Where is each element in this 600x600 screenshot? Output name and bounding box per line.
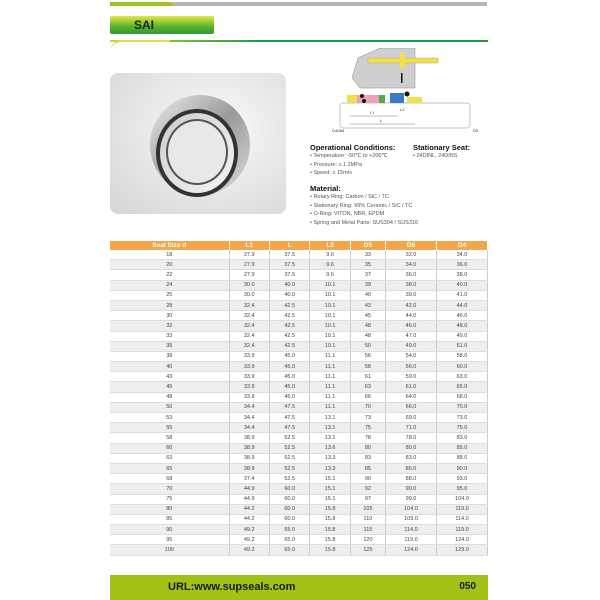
table-row — [110, 362, 488, 372]
product-photo — [110, 73, 286, 214]
table-row — [110, 514, 488, 524]
table-cell: 40.0 — [269, 280, 309, 290]
table-cell: 119.0 — [436, 504, 487, 514]
table-row — [110, 290, 488, 300]
table-cell: 47.5 — [269, 413, 309, 423]
table-cell: 49.2 — [229, 535, 269, 545]
table-cell: 40.0 — [269, 290, 309, 300]
column-header: L2 — [310, 241, 350, 250]
table-cell: 60.0 — [269, 484, 309, 494]
table-cell: 43 — [350, 300, 385, 310]
table-cell: 42.5 — [269, 341, 309, 351]
table-cell: 15.8 — [310, 514, 350, 524]
table-cell: 34.4 — [229, 423, 269, 433]
table-cell: 11.1 — [310, 382, 350, 392]
table-cell: 93.0 — [436, 474, 487, 484]
table-cell: 49.2 — [229, 545, 269, 555]
table-cell: 55 — [110, 423, 229, 433]
table-cell: 65.0 — [436, 382, 487, 392]
table-cell: 65 — [110, 463, 229, 473]
table-row — [110, 474, 488, 484]
table-cell: 27.9 — [229, 250, 269, 260]
table-cell: 44.0 — [436, 300, 487, 310]
table-cell: 32 — [110, 321, 229, 331]
table-cell: 58 — [110, 433, 229, 443]
table-cell: 38.9 — [229, 443, 269, 453]
table-cell: 78.0 — [386, 433, 437, 443]
table-cell: 52.5 — [269, 443, 309, 453]
table-cell: 92 — [350, 484, 385, 494]
table-cell: 15.8 — [310, 535, 350, 545]
table-cell: 120 — [350, 535, 385, 545]
table-cell: 10.1 — [310, 331, 350, 341]
table-cell: 39.0 — [386, 290, 437, 300]
table-cell: 10.1 — [310, 280, 350, 290]
table-cell: 42.0 — [386, 300, 437, 310]
table-row — [110, 504, 488, 514]
table-cell: 44.2 — [229, 504, 269, 514]
table-cell: 33.9 — [229, 392, 269, 402]
table-cell: 48 — [350, 331, 385, 341]
table-cell: 36.0 — [436, 260, 487, 270]
column-header: D5 — [350, 241, 385, 250]
table-cell: 11.1 — [310, 351, 350, 361]
table-cell: 15.8 — [310, 504, 350, 514]
table-cell: 52.5 — [269, 474, 309, 484]
table-row — [110, 270, 488, 280]
table-cell: 10.1 — [310, 341, 350, 351]
table-cell: 63.0 — [436, 372, 487, 382]
table-row — [110, 535, 488, 545]
table-cell: 90 — [110, 525, 229, 535]
table-cell: 124.0 — [436, 535, 487, 545]
table-cell: 70 — [110, 484, 229, 494]
table-cell: 33.9 — [229, 372, 269, 382]
table-cell: 48 — [350, 321, 385, 331]
table-cell: 85 — [350, 463, 385, 473]
table-cell: 66.0 — [386, 402, 437, 412]
table-cell: 15.1 — [310, 474, 350, 484]
table-cell: 56 — [350, 351, 385, 361]
table-cell: 11.1 — [310, 392, 350, 402]
table-cell: 63 — [350, 382, 385, 392]
table-cell: 42.5 — [269, 300, 309, 310]
table-cell: 109.0 — [386, 514, 437, 524]
column-header: L — [269, 241, 309, 250]
label-l2: L2 — [400, 107, 405, 112]
table-cell: 100 — [110, 545, 229, 555]
table-cell: 37.4 — [229, 474, 269, 484]
table-row — [110, 413, 488, 423]
table-row — [110, 453, 488, 463]
table-cell: 13.1 — [310, 433, 350, 443]
table-cell: 30 — [110, 311, 229, 321]
table-cell: 52.5 — [269, 463, 309, 473]
page-number: 050 — [459, 581, 476, 592]
table-row — [110, 423, 488, 433]
table-cell: 83.0 — [436, 433, 487, 443]
table-cell: 35 — [350, 260, 385, 270]
table-cell: 15.8 — [310, 545, 350, 555]
table-cell: 80 — [350, 443, 385, 453]
table-cell: 88.0 — [436, 453, 487, 463]
stationary-seat: Stationary Seat: • 24DINL, 24DINS — [413, 143, 471, 159]
table-row — [110, 494, 488, 504]
table-cell: 42.5 — [269, 331, 309, 341]
table-cell: 115 — [350, 525, 385, 535]
table-row — [110, 311, 488, 321]
table-cell: 32.4 — [229, 321, 269, 331]
table-row — [110, 351, 488, 361]
table-cell: 64.0 — [386, 392, 437, 402]
table-cell: 39 — [350, 280, 385, 290]
table-cell: 95 — [110, 535, 229, 545]
table-cell: 71.0 — [386, 423, 437, 433]
table-cell: 53 — [110, 413, 229, 423]
table-cell: 33.9 — [229, 362, 269, 372]
table-cell: 49.2 — [229, 525, 269, 535]
table-cell: 59.0 — [386, 372, 437, 382]
table-cell: 50 — [350, 341, 385, 351]
table-cell: 47.5 — [269, 423, 309, 433]
seal-diagram — [320, 48, 480, 138]
table-cell: 40 — [110, 362, 229, 372]
table-cell: 32.4 — [229, 341, 269, 351]
table-cell: 22 — [110, 270, 229, 280]
table-cell: 15.8 — [310, 525, 350, 535]
table-cell: 47.0 — [386, 331, 437, 341]
table-cell: 65.0 — [269, 525, 309, 535]
table-cell: 54.0 — [386, 351, 437, 361]
table-cell: 60.0 — [269, 514, 309, 524]
title-banner — [110, 16, 214, 34]
table-cell: 11.1 — [310, 402, 350, 412]
table-row — [110, 443, 488, 453]
table-cell: 65.0 — [269, 535, 309, 545]
column-header: L1 — [229, 241, 269, 250]
table-cell: 75.0 — [436, 423, 487, 433]
table-cell: 85.0 — [436, 443, 487, 453]
table-cell: 38.0 — [436, 270, 487, 280]
table-cell: 13.3 — [310, 463, 350, 473]
table-cell: 51.0 — [436, 341, 487, 351]
table-cell: 68 — [110, 474, 229, 484]
table-cell: 70.0 — [436, 402, 487, 412]
table-cell: 85 — [110, 514, 229, 524]
table-cell: 78 — [350, 433, 385, 443]
table-cell: 52.5 — [269, 433, 309, 443]
label-d: d — [342, 128, 345, 133]
table-cell: 68.0 — [436, 392, 487, 402]
table-cell: 30.0 — [229, 280, 269, 290]
table-row — [110, 402, 488, 412]
table-row — [110, 300, 488, 310]
table-cell: 49.0 — [436, 331, 487, 341]
table-cell: 90.0 — [436, 463, 487, 473]
column-header: Seal Size d — [110, 241, 229, 250]
table-cell: 69.0 — [386, 413, 437, 423]
table-cell: 37.5 — [269, 270, 309, 280]
table-cell: 45 — [110, 382, 229, 392]
table-cell: 41.0 — [436, 290, 487, 300]
table-cell: 15.1 — [310, 494, 350, 504]
table-cell: 10.1 — [310, 290, 350, 300]
table-cell: 33 — [350, 250, 385, 260]
table-cell: 38.9 — [229, 453, 269, 463]
table-cell: 27.9 — [229, 260, 269, 270]
table-row — [110, 280, 488, 290]
table-cell: 27.9 — [229, 270, 269, 280]
table-cell: 30.0 — [229, 290, 269, 300]
operational-conditions: Operational Conditions: • Temperature: -50℃ to +200℃ • Pressure: ≤ 1.2MPa • Speed: ≤ 15m/s — [310, 143, 396, 177]
table-cell: 88.0 — [386, 474, 437, 484]
table-cell: 90.0 — [386, 484, 437, 494]
column-header: D4 — [436, 241, 487, 250]
table-cell: 25 — [110, 290, 229, 300]
table-cell: 129.0 — [436, 545, 487, 555]
table-cell: 28 — [110, 300, 229, 310]
label-l1: L1 — [370, 110, 375, 115]
table-cell: 33.9 — [229, 382, 269, 392]
table-row — [110, 321, 488, 331]
table-cell: 65.0 — [269, 545, 309, 555]
table-cell: 60.0 — [269, 494, 309, 504]
table-cell: 44.2 — [229, 514, 269, 524]
table-cell: 37.5 — [269, 250, 309, 260]
table-cell: 37.5 — [269, 260, 309, 270]
table-cell: 119.0 — [386, 535, 437, 545]
table-cell: 38.0 — [386, 280, 437, 290]
table-cell: 42.5 — [269, 311, 309, 321]
table-cell: 44.9 — [229, 494, 269, 504]
table-cell: 73.0 — [436, 413, 487, 423]
table-cell: 73 — [350, 413, 385, 423]
table-cell: 46.0 — [436, 311, 487, 321]
column-header: D6 — [386, 241, 437, 250]
table-cell: 32.4 — [229, 331, 269, 341]
table-cell: 58 — [350, 362, 385, 372]
dimensions-table — [110, 241, 488, 556]
table-cell: 114.0 — [436, 514, 487, 524]
table-cell: 33.9 — [229, 351, 269, 361]
table-cell: 33 — [110, 331, 229, 341]
table-cell: 70 — [350, 402, 385, 412]
table-cell: 20 — [110, 260, 229, 270]
table-row — [110, 382, 488, 392]
table-cell: 105 — [350, 504, 385, 514]
table-row — [110, 341, 488, 351]
table-row — [110, 433, 488, 443]
table-cell: 44.0 — [386, 311, 437, 321]
table-cell: 24 — [110, 280, 229, 290]
table-cell: 46.0 — [386, 321, 437, 331]
table-cell: 38 — [110, 351, 229, 361]
table-row — [110, 331, 488, 341]
table-cell: 66 — [350, 392, 385, 402]
table-cell: 18 — [110, 250, 229, 260]
table-cell: 34.0 — [386, 260, 437, 270]
table-cell: 44.9 — [229, 484, 269, 494]
table-cell: 38.9 — [229, 433, 269, 443]
table-cell: 11.1 — [310, 372, 350, 382]
table-row — [110, 372, 488, 382]
table-cell: 42.5 — [269, 321, 309, 331]
table-cell: 83.0 — [386, 453, 437, 463]
table-cell: 83 — [350, 453, 385, 463]
table-row — [110, 545, 488, 555]
table-cell: 34.4 — [229, 402, 269, 412]
label-l: L — [380, 118, 383, 123]
table-cell: 97 — [350, 494, 385, 504]
table-cell: 61.0 — [386, 382, 437, 392]
label-d6: D6 — [337, 128, 343, 133]
top-bar — [110, 2, 487, 6]
table-cell: 37 — [350, 270, 385, 280]
table-cell: 99.0 — [386, 494, 437, 504]
table-cell: 75 — [110, 494, 229, 504]
table-row — [110, 392, 488, 402]
label-d5: D5 — [473, 128, 479, 133]
table-cell: 45.0 — [269, 382, 309, 392]
table-row — [110, 484, 488, 494]
table-cell: 43 — [110, 372, 229, 382]
material: Material: • Rotary Ring: Carbon / SiC / TC • Stationary Ring: 99% Ceramic / SiC / TC • O-Ring: VITON, NBR, EPDM • Spring and Metal Parts: SUS304 / SUS316 — [310, 184, 419, 226]
table-cell: 104.0 — [386, 504, 437, 514]
table-cell: 45 — [350, 311, 385, 321]
table-cell: 13.3 — [310, 453, 350, 463]
table-cell: 9.6 — [310, 250, 350, 260]
table-cell: 47.5 — [269, 402, 309, 412]
table-cell: 124.0 — [386, 545, 437, 555]
table-cell: 60.0 — [269, 504, 309, 514]
table-cell: 60.0 — [436, 362, 487, 372]
table-cell: 10.1 — [310, 311, 350, 321]
table-cell: 32.4 — [229, 300, 269, 310]
table-cell: 49.0 — [386, 341, 437, 351]
table-cell: 13.1 — [310, 423, 350, 433]
table-cell: 35 — [110, 341, 229, 351]
table-cell: 119.0 — [436, 525, 487, 535]
table-row — [110, 463, 488, 473]
table-cell: 95.0 — [436, 484, 487, 494]
table-cell: 10.1 — [310, 300, 350, 310]
table-cell: 90 — [350, 474, 385, 484]
table-cell: 58.0 — [436, 351, 487, 361]
table-cell: 11.1 — [310, 362, 350, 372]
label-d4: D4 — [332, 128, 338, 133]
page-title: SAI — [134, 18, 155, 32]
table-cell: 104.0 — [436, 494, 487, 504]
table-cell: 13.1 — [310, 413, 350, 423]
table-cell: 48.0 — [436, 321, 487, 331]
table-cell: 110 — [350, 514, 385, 524]
table-cell: 48 — [110, 392, 229, 402]
table-cell: 52.5 — [269, 453, 309, 463]
table-row — [110, 260, 488, 270]
table-cell: 15.1 — [310, 484, 350, 494]
table-cell: 34.0 — [436, 250, 487, 260]
table-cell: 61 — [350, 372, 385, 382]
table-cell: 32.4 — [229, 311, 269, 321]
table-cell: 45.0 — [269, 372, 309, 382]
table-cell: 85.0 — [386, 463, 437, 473]
table-cell: 40.0 — [436, 280, 487, 290]
table-cell: 50 — [110, 402, 229, 412]
table-cell: 56.0 — [386, 362, 437, 372]
table-cell: 80 — [110, 504, 229, 514]
table-cell: 36.0 — [386, 270, 437, 280]
table-cell: 125 — [350, 545, 385, 555]
table-cell: 75 — [350, 423, 385, 433]
table-cell: 45.0 — [269, 362, 309, 372]
table-cell: 114.0 — [386, 525, 437, 535]
table-row — [110, 525, 488, 535]
table-cell: 32.0 — [386, 250, 437, 260]
table-cell: 10.1 — [310, 321, 350, 331]
table-cell: 38.9 — [229, 463, 269, 473]
footer-url: URL:www.supseals.com — [168, 581, 296, 593]
table-cell: 9.6 — [310, 260, 350, 270]
table-cell: 9.6 — [310, 270, 350, 280]
table-cell: 13.6 — [310, 443, 350, 453]
table-cell: 45.0 — [269, 351, 309, 361]
table-cell: 34.4 — [229, 413, 269, 423]
footer — [110, 575, 488, 600]
table-cell: 60 — [110, 443, 229, 453]
swoosh-decoration — [110, 40, 170, 52]
table-cell: 45.0 — [269, 392, 309, 402]
table-row — [110, 250, 488, 260]
table-cell: 80.0 — [386, 443, 437, 453]
table-cell: 63 — [110, 453, 229, 463]
table-cell: 40 — [350, 290, 385, 300]
